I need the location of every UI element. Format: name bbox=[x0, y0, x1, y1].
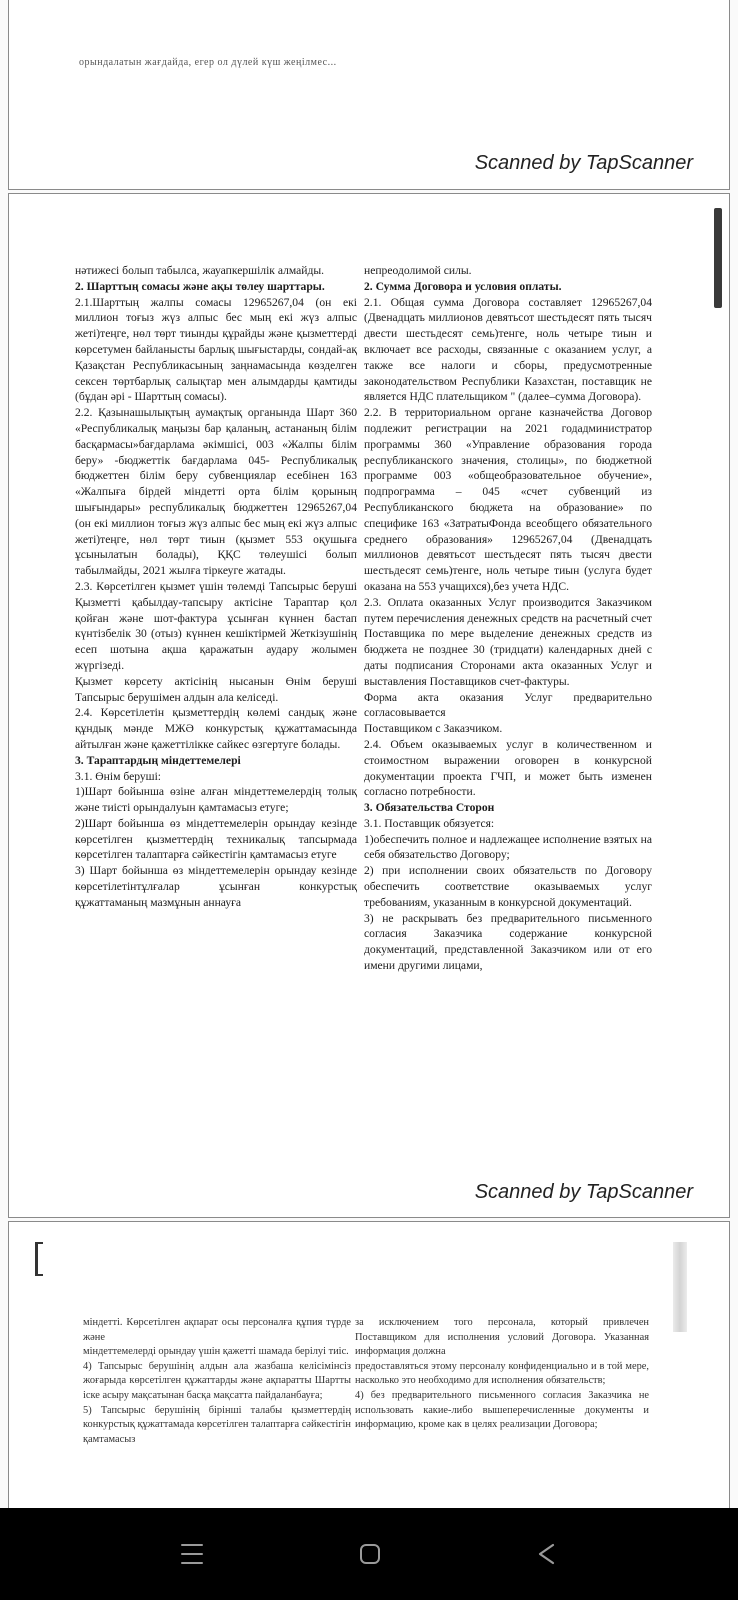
paragraph: 2.3. Оплата оказанных Услуг производится Заказчиком путем перечисления денежных средств на расчетный счет Поставщика по мере выделение денежных средств из бюджета не позднее 30 (тридцати) календарных дней с даты подписания Сторонами акта оказанных Услуг и выставления Поставщиков счет-фактуры. bbox=[364, 595, 652, 688]
paragraph: 2.4. Көрсетілетін қызметтердің көлемі сандық және құндық мәнде МЖӘ конкурстық құжаттамасында айтылған және қажеттілікке сайкес өзгертуге болады. bbox=[75, 706, 357, 751]
watermark-text: Scanned by TapScanner bbox=[474, 152, 693, 174]
page-1 bbox=[8, 0, 730, 190]
paragraph: 2.2. Қазынашылықтың аумақтық органында Шарт 360 «Республикалық маңызы бар қаланың, астананың білім басқармасы»бағдарлама әкімшісі, 003 «Жалпы білім беру» -бюджеттік бағдарлама 045- Республикалық бюджеттен білім беру субвенциялар есебінен 163 «Жалпыға бірдей міндетті орта білім қорының шығындары» республикалық бюджеттен 12965267,04 (он екі миллион тоғыз жүз алпыс бес мың екі жүз алпыс жеті)теңге, нөл төрт тиын (қызмет 553 оқушыға ұсынылатын болады), ҚҚС төлеушісі болып табылмайды, 2021 жылға тіркеуге жатады. bbox=[75, 406, 357, 578]
section-heading: 3. Обязательства Сторон bbox=[364, 801, 495, 815]
back-icon bbox=[535, 1542, 557, 1566]
scrollbar-thumb[interactable] bbox=[714, 208, 722, 308]
watermark-text: Scanned by TapScanner bbox=[474, 1181, 693, 1203]
paragraph: 1)обеспечить полное и надлежащее исполнение взятых на себя обязательство Договору; bbox=[364, 832, 652, 862]
paragraph: предоставляться этому персоналу конфиденциально и в той мере, насколько это необходимо для исполнения обязательств; bbox=[355, 1360, 649, 1387]
paragraph: 3.1. Өнім беруші: bbox=[75, 769, 162, 783]
paragraph: нәтижесі болып табылса, жауапкершілік алмайды. bbox=[75, 264, 325, 277]
paragraph: 5) Тапсырыс берушінің бірінші талабы қызметтердің конкурстық құжаттамада көрсетілген талаптарға сәйкестігін қамтамасыз bbox=[83, 1404, 351, 1445]
russian-column bbox=[364, 263, 652, 974]
paragraph: 4) Тапсырыс берушінің алдын ала жазбаша келісімінсіз жоғарыда көрсетілген құжаттарды және ақпаратты Шартты іске асыру мақсатынан басқа мақсатта пайдаланбауға; bbox=[83, 1360, 351, 1401]
russian-column bbox=[355, 1316, 649, 1433]
paragraph: 2)Шарт бойынша өз міндеттемелерін орындау кезінде көрсетілген қызметтердің техникалық тапсырмада көрсетілген талаптарға сәйкестігін қамтамасыз етуге bbox=[75, 816, 357, 862]
android-navigation-bar bbox=[0, 1508, 738, 1600]
paragraph: за исключением того персонала, который привлечен Поставщиком для исполнения условий Договора. Указанная информация должна bbox=[355, 1317, 649, 1358]
paragraph: 2.1.Шарттың жалпы сомасы 12965267,04 (он екі миллион тоғыз жүз алпыс бес мың екі жүз алпыс жеті)теңге, нөл төрт тиынды құрайды және қызметтерді көрсетумен байланысты барлық шығыстарды, сондай-ақ Қазақстан Республикасының заңнамасында көзделген сексен төртбарлық салықтар мен алымдарды қамтиды (бұдан әрі - Шарттың сомасы). bbox=[75, 295, 357, 404]
scan-bracket-mark bbox=[35, 1242, 43, 1276]
paragraph: 2.3. Көрсетілген қызмет үшін төлемді Тапсырыс беруші Қызметті қабылдау-тапсыру актісіне Тараптар қол қойған және шот-фактура ұсынған күннен бастап күнтізбелік 30 (отыз) күннен кешіктірмей Жеткізушінің есеп шотына ақша қаражатын аудару жолымен жүргізеді. bbox=[75, 579, 357, 672]
home-icon bbox=[360, 1544, 380, 1564]
paragraph: 3) не раскрывать без предварительного письменного согласия Заказчика содержание конкурсной документаций, представленной Заказчиком или от его имени другими лицами, bbox=[364, 911, 652, 973]
paragraph: 2.4. Объем оказываемых услуг в количественном и стоимостном выражении оговорен в конкурсной документации проекта ГЧП, и может быть изменен согласно потребности. bbox=[364, 737, 652, 799]
section-heading: 2. Сумма Договора и условия оплаты. bbox=[364, 279, 562, 293]
home-button[interactable] bbox=[340, 1530, 400, 1578]
kazakh-column bbox=[75, 263, 357, 911]
paragraph: Форма акта оказания Услуг предварительно согласовывается bbox=[364, 690, 652, 720]
page-2 bbox=[8, 193, 730, 1218]
section-heading: 2. Шарттың сомасы және ақы төлеу шарттары. bbox=[75, 279, 325, 293]
paragraph: Қызмет көрсету актісінің нысанын Өнім беруші Тапсырыс берушімен алдын ала келіседі. bbox=[75, 674, 357, 704]
paragraph: 2.1. Общая сумма Договора составляет 12965267,04 (Двенадцать миллионов девятьсот шестьдесят пять тысяч двести шестьдесят семь)тенге, ноль четыре тиын и включает все расходы, связанные с оказанием услуг, а также все налоги и сборы, предусмотренные законодательством Республики Казахстан, поставщик не является НДС плательщиком " (далее–сумма Договора). bbox=[364, 295, 652, 404]
page-1-cut-text: орындалатын жағдайда, егер ол дүлей күш жеңілмес... bbox=[79, 57, 337, 68]
paragraph: 3.1. Поставщик обязуется: bbox=[364, 816, 495, 830]
back-button[interactable] bbox=[516, 1530, 576, 1578]
paragraph: 3) Шарт бойынша өз міндеттемелерін орындау кезінде көрсетілетінтұлғалар ұсынған конкурстық құжаттаманың мазмұнын аннауға bbox=[75, 864, 357, 909]
paragraph: 2.2. В территориальном органе казначейства Договор подлежит регистрации на 2021 годадминистратор программы 360 «Управление образования города республиканского значения, столицы», по бюджетной программе 003 «общеобразовательное обучение», подпрограмма – 045 «счет субвенций из Республиканского бюджета на образование» по специфике 163 «ЗатратыФонда всеобщего обязательного среднего образования» 12965267,04 (Двенадцать миллионов девятьсот шестьдесят пять тысяч двести шестьдесят семь)тенге, ноль четыре тиын (услуга будет оказана на 553 учащихся),без учета НДС. bbox=[364, 406, 652, 593]
paragraph: 1)Шарт бойынша өзіне алған міндеттемелердің толық және тиісті орындалуын қамтамасыз етуге; bbox=[75, 785, 357, 815]
paragraph: 2) при исполнении своих обязательств по Договору обеспечить соответствие оказываемых услуг требованиям, указанным в конкурсной документаций. bbox=[364, 864, 652, 909]
paragraph: міндеттемелерді орындау үшін қажетті шамада берілуі тиіс. bbox=[83, 1346, 349, 1358]
paragraph: міндетті. Көрсетілген ақпарат осы персоналға құпия түрде және bbox=[83, 1317, 351, 1343]
paragraph: 4) без предварительного письменного согласия Заказчика не использовать какие-либо вышеперечисленные документы и информацию, кроме как в целях реализации Договора; bbox=[355, 1389, 649, 1431]
page-3 bbox=[8, 1221, 730, 1508]
scan-edge-shadow bbox=[673, 1242, 687, 1332]
kazakh-column bbox=[83, 1316, 351, 1447]
paragraph: Поставщиком с Заказчиком. bbox=[364, 722, 503, 736]
section-heading: 3. Тараптардың міндеттемелері bbox=[75, 753, 241, 767]
paragraph: непреодолимой силы. bbox=[364, 264, 472, 277]
recent-apps-button[interactable] bbox=[162, 1530, 222, 1578]
menu-icon bbox=[181, 1544, 203, 1564]
